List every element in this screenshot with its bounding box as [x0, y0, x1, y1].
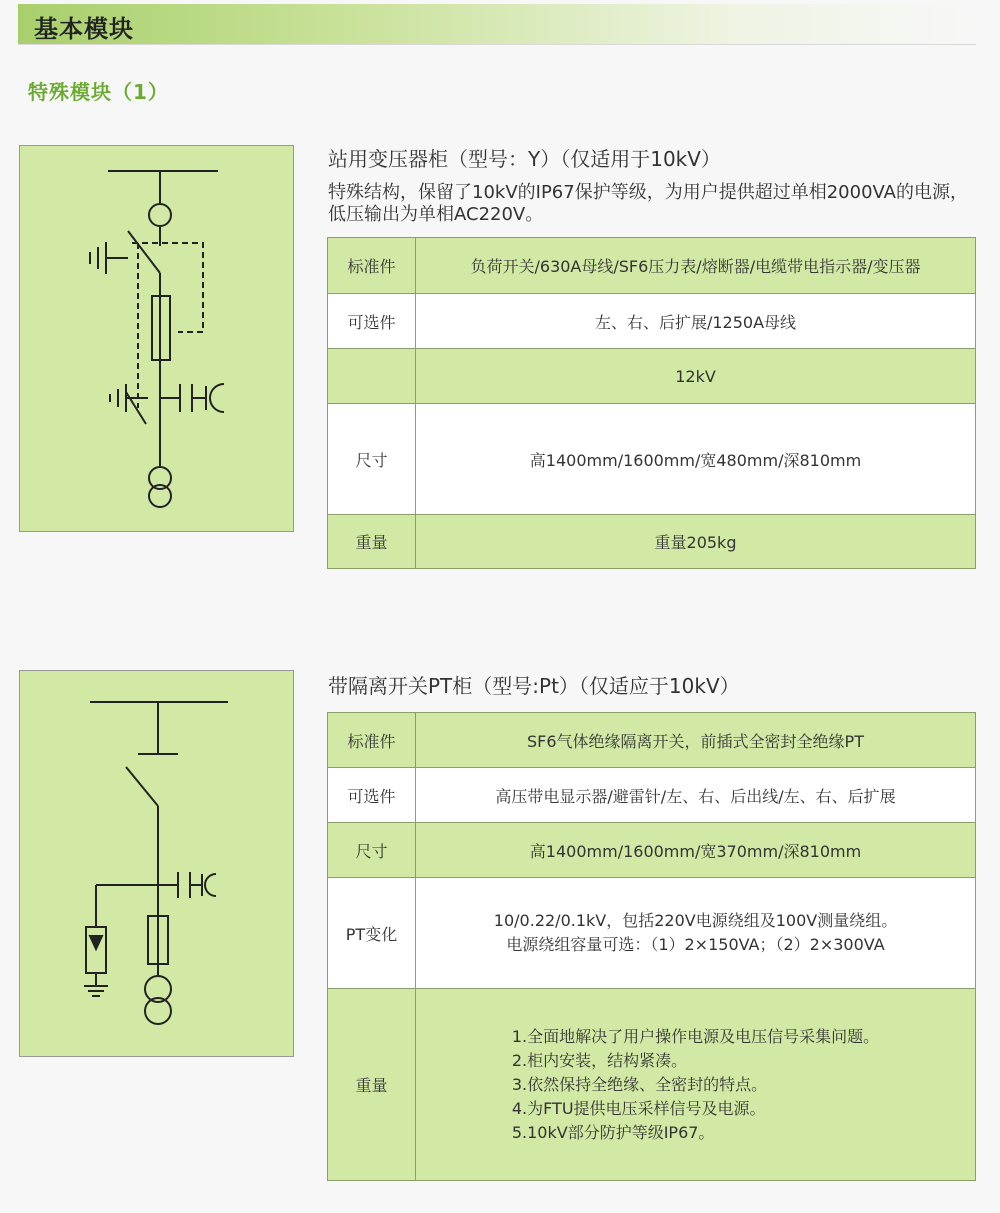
row-label-voltage: [328, 349, 416, 404]
row-label-standard: 标准件: [328, 713, 416, 768]
row-label-standard: 标准件: [328, 238, 416, 294]
module2-title: 带隔离开关PT柜（型号:Pt）（仅适应于10kV）: [328, 674, 740, 698]
module2-spec-table: [327, 712, 976, 1181]
table-row: [328, 349, 976, 404]
row-value-standard: SF6气体绝缘隔离开关，前插式全密封全绝缘PT: [416, 713, 976, 768]
table-row: [328, 823, 976, 878]
list-item: 5.10kV部分防护等级IP67。: [511, 1122, 715, 1142]
list-item: 4.为FTU提供电压采样信号及电源。: [511, 1098, 766, 1118]
list-item: 3.依然保持全绝缘、全密封的特点。: [511, 1074, 768, 1094]
row-value-size: 高1400mm/1600mm/宽480mm/深810mm: [416, 404, 976, 515]
isolating-switch-blade: [126, 767, 158, 806]
module1-wiring-diagram: [19, 145, 294, 532]
row-value-weight: 重量205kg: [416, 515, 976, 569]
module1-title: 站用变压器柜（型号：Y）（仅适用于10kV）: [328, 147, 721, 171]
table-row: [328, 768, 976, 823]
row-value-optional: 左、右、后扩展/1250A母线: [416, 294, 976, 349]
indicator-arc: [210, 384, 224, 412]
module1-spec-table: [327, 237, 976, 569]
page-title: 基本模块: [34, 15, 134, 43]
pt-ratio-text: 10/0.22/0.1kV，包括220V电源绕组及100V测量绕组。: [493, 911, 898, 930]
pt-capacity-text: 电源绕组容量可选：（1）2×150VA；（2）2×300VA: [506, 935, 885, 954]
pt-cabinet-schematic: [20, 671, 295, 1058]
row-label-optional: 可选件: [328, 768, 416, 823]
list-item: 1.全面地解决了用户操作电源及电压信号采集问题。: [511, 1026, 880, 1046]
row-value-size: 高1400mm/1600mm/宽370mm/深810mm: [416, 823, 976, 878]
row-value-optional: 高压带电显示器/避雷针/左、右、后出线/左、右、后扩展: [416, 768, 976, 823]
load-switch-blade: [128, 231, 160, 273]
row-label-optional: 可选件: [328, 294, 416, 349]
table-row: [328, 515, 976, 569]
table-row: [328, 238, 976, 294]
cable-indicator-symbol: [149, 204, 171, 226]
module2-wiring-diagram: [19, 670, 294, 1057]
table-row: [328, 294, 976, 349]
module1-description: 特殊结构，保留了10kV的IP67保护等级，为用户提供超过单相2000VA的电源，低压输出为单相AC220V。: [328, 182, 968, 225]
table-row: [328, 989, 976, 1181]
table-row: [328, 713, 976, 768]
page-header-band: [18, 4, 976, 45]
list-item: 2.柜内安装，结构紧凑。: [511, 1050, 688, 1070]
advantages-list: [512, 1025, 879, 1145]
row-label-weight: 重量: [328, 989, 416, 1181]
row-label-size: 尺寸: [328, 823, 416, 878]
row-label-pt: PT变化: [328, 878, 416, 989]
section-title: 特殊模块（1）: [28, 80, 169, 104]
row-label-size: 尺寸: [328, 404, 416, 515]
transformer-cabinet-schematic: [20, 146, 295, 533]
row-label-weight: 重量: [328, 515, 416, 569]
table-row: [328, 404, 976, 515]
row-value-voltage: 12kV: [416, 349, 976, 404]
row-value-weight: [416, 989, 976, 1181]
row-value-pt: [416, 878, 976, 989]
indicator-arc: [205, 874, 216, 896]
row-value-standard: 负荷开关/630A母线/SF6压力表/熔断器/电缆带电指示器/变压器: [416, 238, 976, 294]
table-row: [328, 878, 976, 989]
